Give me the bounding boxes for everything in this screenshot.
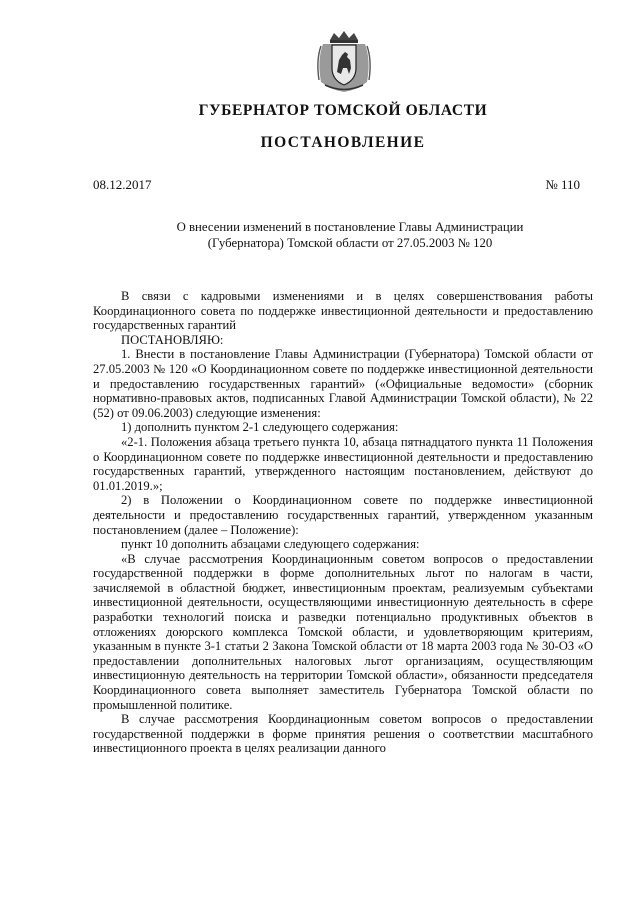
preamble-paragraph: В связи с кадровыми изменениями и в целях совершенствования работы Координационного совета по поддержке инвестиционной деятельности и предоставлению государственных гарантий	[93, 289, 593, 333]
clause-1-2-paragraph: 2) в Положении о Координационном совете по поддержке инвестиционной деятельности и предоставлению государственных гарантий, утвержденном указанным постановлением (далее – Положение):	[93, 493, 593, 537]
resolve-heading: ПОСТАНОВЛЯЮ:	[121, 332, 224, 347]
coat-of-arms-icon	[315, 30, 373, 94]
clause-2-1-quote-paragraph: «2-1. Положения абзаца третьего пункта 10, абзаца пятнадцатого пункта 11 Положения о Координационном совете по поддержке инвестиционной деятельности и предоставлению государственных гарантий, утвержденного настоящим постановлением, действуют до 01.01.2019.»;	[93, 434, 593, 493]
point-10-second-addition-paragraph: В случае рассмотрения Координационным советом вопросов о предоставлении государственной поддержки в форме принятия решения о соответствии масштабного инвестиционного проекта в целях реализации данного	[93, 712, 593, 756]
document-body	[93, 289, 593, 756]
document-date: 08.12.2017	[93, 177, 152, 192]
clause-1-1-paragraph: 1) дополнить пунктом 2-1 следующего содержания:	[121, 420, 399, 435]
document-number: № 110	[545, 177, 580, 192]
document-type: ПОСТАНОВЛЕНИЕ	[260, 134, 426, 151]
point-10-addition-paragraph: «В случае рассмотрения Координационным советом вопросов о предоставлении государственной поддержки в форме дополнительных льгот по налогам в части, зачисляемой в областной бюджет, инвестиционным проектам, реализуемым субъектами инвестиционной деятельности, осуществляющими инвестиционную деятельность в сфере разработки технологий поиска и разведки потенциально продуктивных объектов в отложениях доюрского комплекса Томской области, и удовлетворяющим критериям, указанным в пункте 3-1 статьи 2 Закона Томской области от 18 марта 2003 года № 30-ОЗ «О предоставлении дополнительных налоговых льгот организациям, осуществляющим инвестиционную деятельность на территории Томской области», обязанности председателя Координационного совета выполняет заместитель Губернатора Томской области по промышленной политике.	[93, 551, 593, 712]
clause-1-paragraph: 1. Внести в постановление Главы Администрации (Губернатора) Томской области от 27.05.2003 № 120 «О Координационном совете по поддержке инвестиционной деятельности и предоставлению государственных гарантий» («Официальные ведомости» (сборник нормативно-правовых актов, подписанных Главой Администрации Томской области), № 22 (52) от 09.06.2003) следующие изменения:	[93, 347, 593, 420]
issuing-authority: ГУБЕРНАТОР ТОМСКОЙ ОБЛАСТИ	[198, 102, 488, 119]
document-subject: О внесении изменений в постановление Главы Администрации (Губернатора) Томской области от 27.05.2003 № 120	[176, 220, 524, 250]
point-10-intro-paragraph: пункт 10 дополнить абзацами следующего содержания:	[121, 537, 420, 552]
